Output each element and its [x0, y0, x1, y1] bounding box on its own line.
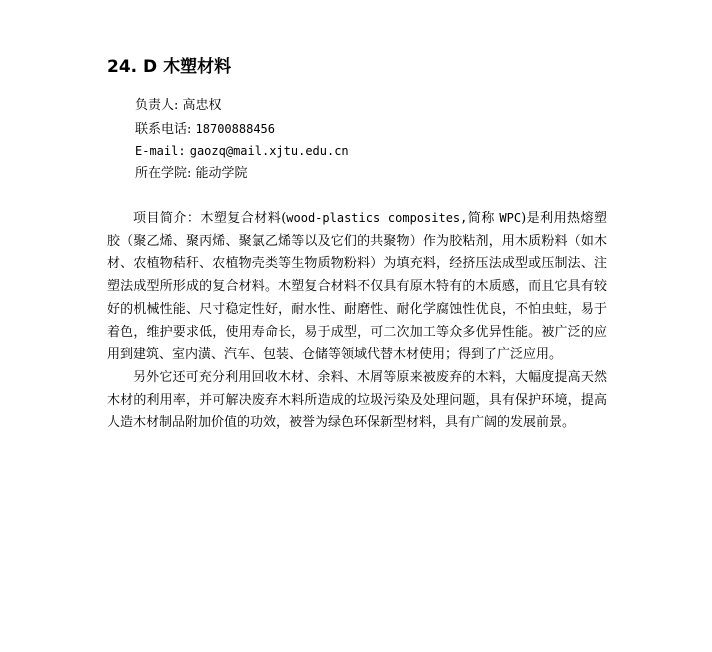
email-label: E-mail: [135, 144, 186, 159]
college-line [135, 163, 349, 186]
person-label: 负责人: [135, 98, 179, 113]
email-line [135, 140, 349, 163]
intro-abbreviation: WPC [499, 211, 522, 225]
person-line [135, 95, 349, 118]
phone-value: 18700888456 [195, 121, 276, 136]
phone-label: 联系电话: [135, 121, 192, 137]
person-value: 高忠权 [182, 98, 222, 113]
intro-text-1: 项目简介：木塑复合材料( [133, 211, 287, 226]
college-label: 所在学院: [135, 166, 192, 182]
email-value: gaozq@mail.xjtu.edu.cn [189, 144, 349, 159]
contact-info [135, 95, 349, 186]
intro-english-term: wood-plastics composites, [286, 211, 468, 225]
intro-paragraph-1 [107, 207, 607, 367]
intro-text-2: 简称 [467, 211, 500, 226]
section-title: 24. D 木塑材料 [107, 57, 232, 77]
intro-paragraph-2: 另外它还可充分利用回收木材、余料、木屑等原来被废弃的木料，大幅度提高天然木材的利用率，并可解决废弃木料所造成的垃圾污染及处理问题，具有保护环境，提高人造木材制品附加价值的功效，被誉为绿色环保新型材料，具有广阔的发展前景。 [107, 369, 607, 431]
phone-line [135, 118, 349, 141]
intro-text-3: )是利用热熔塑胶（聚乙烯、聚丙烯、聚氯乙烯等以及它们的共聚物）作为胶粘剂，用木质粉料（如木材、农植物秸秆、农植物壳类等生物质物粉料）为填充料，经挤压法成型或压制法、注塑法成型所形成的复合材料。木塑复合材料不仅具有原木特有的木质感，而且它具有较好的机械性能、尺寸稳定性好，耐水性、耐磨性、耐化学腐蚀性优良，不怕虫蛀，易于着色，维护要求低，使用寿命长，易于成型，可二次加工等众多优异性能。被广泛的应用到建筑、室内潢、汽车、包装、仓储等领域代替木材使用；得到了广泛应用。 [107, 211, 607, 363]
college-value: 能动学院 [195, 166, 248, 182]
project-description [107, 207, 607, 435]
